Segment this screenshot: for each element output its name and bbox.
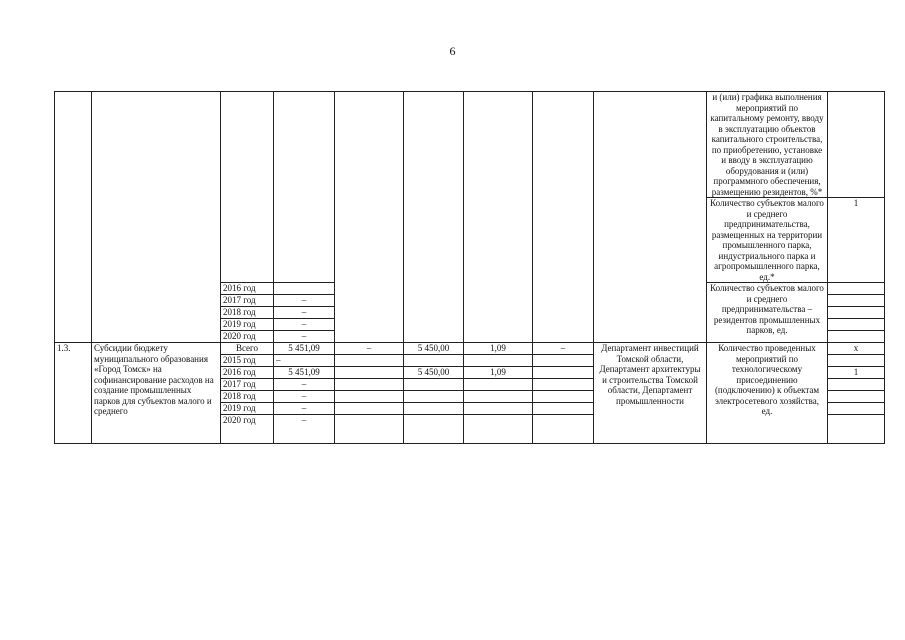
indicator-value xyxy=(828,92,885,198)
executor-cell: Департамент инвестиций Томской области, Департамент архитектуры и строительства Томской области, Департамент промышленности xyxy=(594,343,707,444)
regional-cell: 5 450,00 xyxy=(404,343,464,355)
indicator-value xyxy=(828,415,885,444)
year-label: Всего xyxy=(221,343,274,355)
year-label: 2016 год xyxy=(221,367,274,379)
total-cell: – xyxy=(274,415,335,444)
table-row xyxy=(55,92,885,198)
total-cell: 5 451,09 xyxy=(274,367,335,379)
total-cell: – xyxy=(274,391,335,403)
page-number: 6 xyxy=(449,44,456,58)
indicator-value xyxy=(828,403,885,415)
indicator-cell: Количество субъектов малого и среднего предпринимательства – резидентов промышленных парков, ед. xyxy=(707,283,828,343)
year-label: 2016 год xyxy=(221,283,274,295)
indicator-value xyxy=(828,295,885,307)
indicator-value: х xyxy=(828,343,885,355)
indicator-value xyxy=(828,391,885,403)
total-cell: – xyxy=(274,355,335,367)
item-number: 1.3. xyxy=(55,343,92,444)
total-cell: – xyxy=(274,331,335,343)
number-cell xyxy=(55,92,92,343)
indicator-value xyxy=(828,379,885,391)
total-cell xyxy=(274,283,335,295)
total-cell: – xyxy=(274,319,335,331)
year-label: 2020 год xyxy=(221,415,274,444)
year-label: 2017 год xyxy=(221,379,274,391)
name-cell xyxy=(92,92,221,343)
year-label: 2015 год xyxy=(221,355,274,367)
total-cell: – xyxy=(274,403,335,415)
table-row xyxy=(55,343,885,355)
total-cell: 5 451,09 xyxy=(274,343,335,355)
indicator-value xyxy=(828,331,885,343)
year-label: 2019 год xyxy=(221,319,274,331)
regional-cell: 5 450,00 xyxy=(404,367,464,379)
federal-cell: – xyxy=(335,343,404,355)
indicator-value xyxy=(828,283,885,295)
indicator-cell: Количество субъектов малого и среднего предпринимательства, размещенных на территории промышленного парка, индустриального парка и агропромышленного парка, ед.* xyxy=(707,198,828,283)
total-cell: – xyxy=(274,307,335,319)
year-label: 2018 год xyxy=(221,307,274,319)
indicator-value xyxy=(828,307,885,319)
executor-cell xyxy=(594,92,707,343)
item-name: Субсидии бюджету муниципального образования «Город Томск» на софинансирование расходов на создание промышленных парков для субъектов малого и среднего xyxy=(92,343,221,444)
total-cell: – xyxy=(274,295,335,307)
year-label: 2017 год xyxy=(221,295,274,307)
indicator-value xyxy=(828,319,885,331)
year-label: 2018 год xyxy=(221,391,274,403)
indicator-cell: и (или) графика выполнения мероприятий по капитальному ремонту, вводу в эксплуатацию объектов капитального строительства, по приобретению, установке и вводу в эксплуатацию оборудования и (или) программного обеспечения, размещению резидентов, %* xyxy=(707,92,828,198)
other-cell: – xyxy=(533,343,594,355)
year-label: 2019 год xyxy=(221,403,274,415)
indicator-value xyxy=(828,355,885,367)
local-cell: 1,09 xyxy=(464,367,533,379)
indicator-cell: Количество проведенных мероприятий по технологическому присоединению (подключению) к объектам электросетевого хозяйства, ед. xyxy=(707,343,828,444)
indicator-value: 1 xyxy=(828,367,885,379)
year-label: 2020 год xyxy=(221,331,274,343)
total-cell: – xyxy=(274,379,335,391)
program-table xyxy=(54,91,885,444)
local-cell: 1,09 xyxy=(464,343,533,355)
indicator-value: 1 xyxy=(828,198,885,283)
